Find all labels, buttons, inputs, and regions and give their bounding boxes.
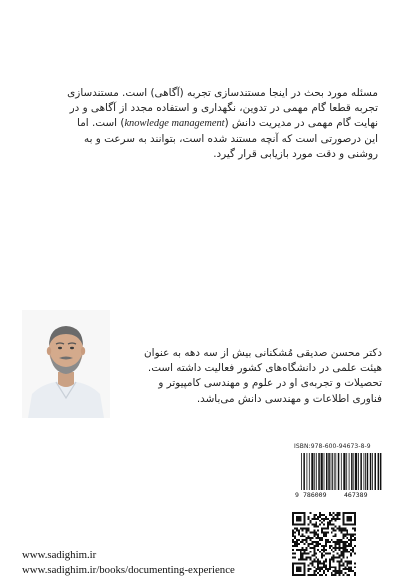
barcode-digit-lead: 9	[295, 491, 299, 499]
bio-line: دکتر محسن صدیقی مُشکنانی بیش از سه دهه به عنوان	[144, 347, 382, 359]
bio-line: هیئت علمی در دانشگاه‌های کشور فعالیت داشته است.	[147, 362, 382, 375]
author-photo	[22, 310, 110, 418]
description-line: تجربه قطعا گام مهمی در تدوین، نگهداری و استفاده مجدد از آگاهی و در	[69, 102, 378, 115]
description-line: مسئله مورد بحث در اینجا مستندسازی تجربه (آگاهی) است. مستندسازی	[67, 87, 378, 99]
website-link[interactable]: www.sadighim.ir	[22, 549, 97, 561]
isbn-barcode	[294, 453, 382, 499]
description-english-term: knowledge management	[124, 118, 225, 130]
description-line: روشنی و دقت مورد بازیابی قرار گیرد.	[213, 147, 378, 160]
description-line: این درصورتی است که آنچه مستند شده است، بتوانند به سرعت و به	[84, 132, 378, 145]
description-line	[22, 116, 378, 131]
isbn-label: ISBN:978-600-94673-8-9	[294, 443, 371, 450]
author-bio	[112, 346, 382, 407]
barcode-digits-right: 467389	[344, 491, 368, 499]
bio-line: تحصیلات و تجربه‌ی او در علوم و مهندسی کامپیوتر و	[158, 377, 382, 390]
description-text: ) است. اما	[77, 117, 125, 130]
bio-line: فناوری اطلاعات و مهندسی دانش می‌باشد.	[196, 392, 382, 405]
book-description	[22, 86, 378, 162]
qr-code	[292, 512, 356, 576]
book-page-link[interactable]: www.sadighim.ir/books/documenting-experience	[22, 564, 235, 576]
barcode-digits-left: 786009	[303, 491, 327, 499]
description-text: نهایت گام مهمی در مدیریت دانش (	[224, 117, 378, 130]
